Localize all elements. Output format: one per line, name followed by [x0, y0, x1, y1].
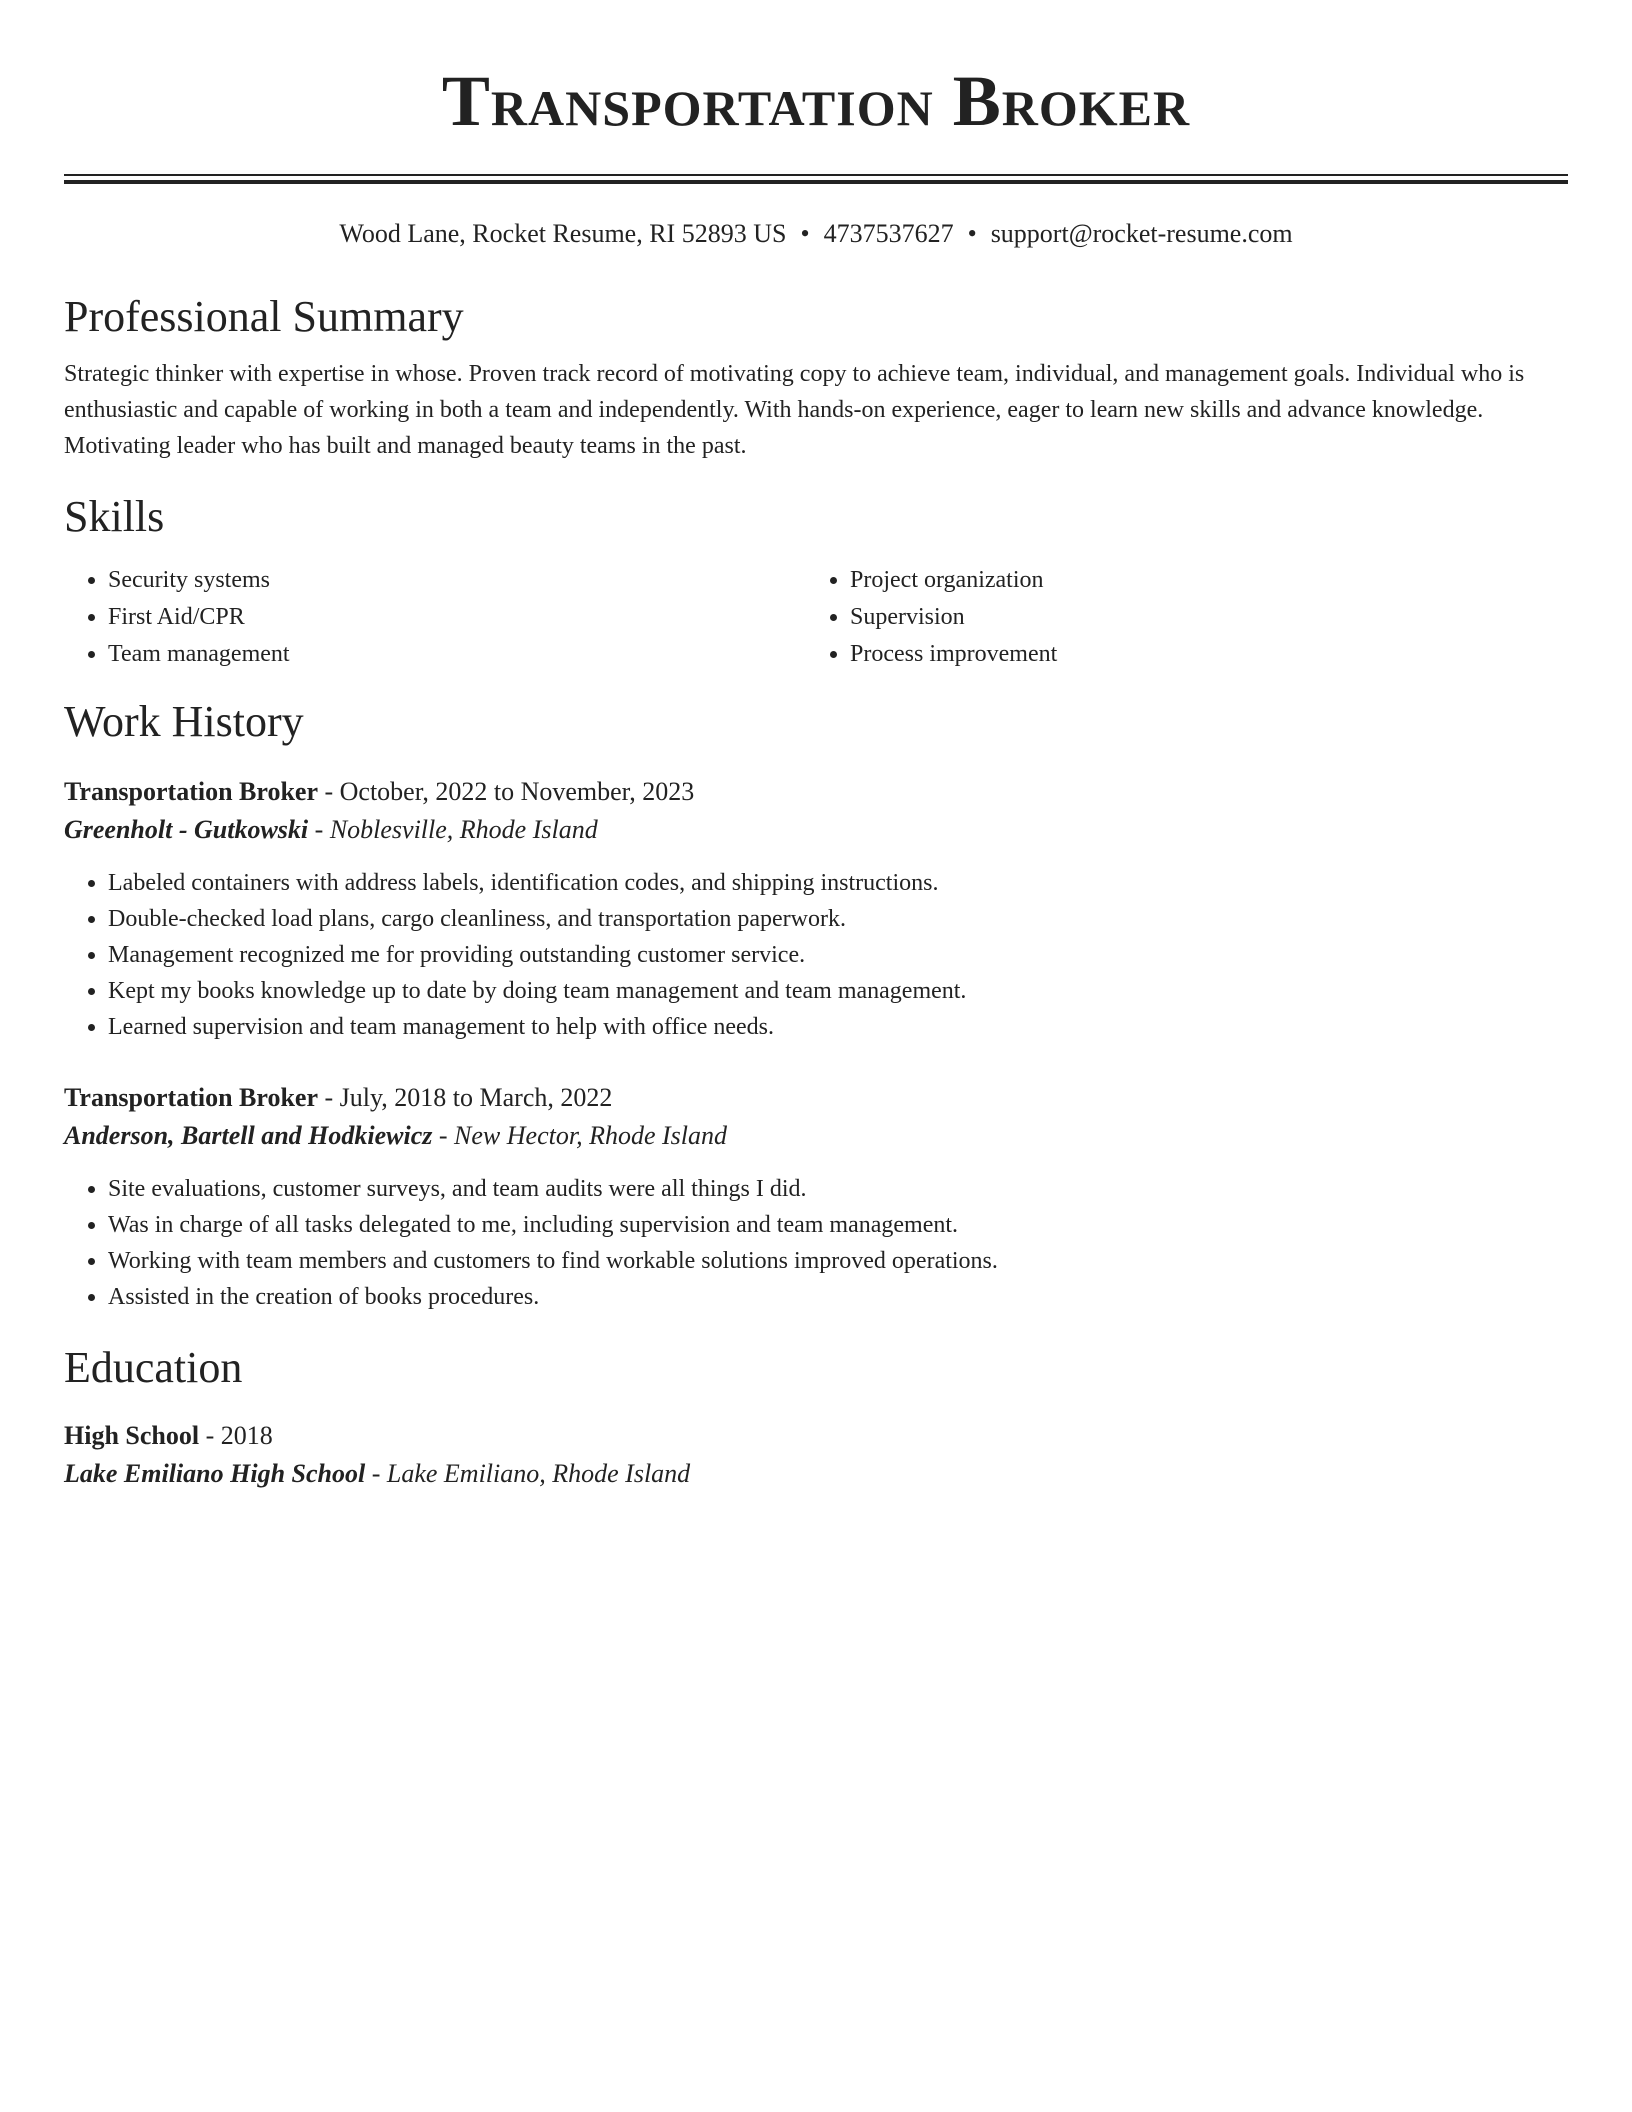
education-school-line	[64, 1455, 1568, 1493]
job-header	[64, 1079, 1568, 1117]
list-item: • Site evaluations, customer surveys, and team audits were all things I did.	[108, 1171, 1568, 1207]
job-location: - Noblesville, Rhode Island	[308, 815, 598, 844]
summary-heading: Professional Summary	[64, 292, 464, 341]
skill-item: • Security systems	[108, 562, 806, 599]
job-company: Greenholt - Gutkowski	[64, 815, 309, 844]
skill-item: • Team management	[108, 636, 806, 673]
education-degree: High School	[64, 1421, 200, 1450]
job-employer	[64, 1117, 1568, 1155]
skills-grid	[64, 562, 1568, 673]
education-school: Lake Emiliano High School	[64, 1459, 366, 1488]
skills-section	[64, 490, 1568, 673]
job-header	[64, 773, 1568, 811]
job-location: - New Hector, Rhode Island	[432, 1121, 728, 1150]
education-year: - 2018	[199, 1421, 273, 1450]
skills-list-left	[64, 562, 806, 673]
list-item: • Working with team members and customers to find workable solutions improved operations.	[108, 1243, 1568, 1279]
education-section	[64, 1341, 1568, 1493]
education-header	[64, 1417, 1568, 1455]
skills-list-right	[806, 562, 1548, 673]
skill-item: • Process improvement	[850, 636, 1548, 673]
list-item: • Assisted in the creation of books procedures.	[108, 1279, 1568, 1315]
skill-item: • First Aid/CPR	[108, 599, 806, 636]
contact-phone: 4737537627	[823, 219, 954, 248]
summary-text: Strategic thinker with expertise in whose. Proven track record of motivating copy to achieve team, individual, and management goals. Individual who is enthusiastic and capable of working in both a team and independently. With hands-on experience, eager to learn new skills and advance knowledge. Motivating leader who has built and managed beauty teams in the past.	[64, 361, 1525, 459]
list-item: • Labeled containers with address labels, identification codes, and shipping instructions.	[108, 865, 1568, 901]
work-history-section	[64, 695, 1568, 1315]
job-entry	[64, 1079, 1568, 1315]
page-title: Transportation Broker	[441, 61, 1191, 141]
job-company: Anderson, Bartell and Hodkiewicz	[64, 1121, 433, 1150]
education-location: - Lake Emiliano, Rhode Island	[365, 1459, 691, 1488]
list-item: • Was in charge of all tasks delegated to me, including supervision and team management.	[108, 1207, 1568, 1243]
contact-separator: •	[800, 219, 810, 248]
education-entry	[64, 1417, 1568, 1493]
job-dates: - October, 2022 to November, 2023	[317, 777, 695, 806]
list-item: • Kept my books knowledge up to date by doing team management and team management.	[108, 973, 1568, 1009]
contact-separator: •	[967, 219, 977, 248]
skills-heading: Skills	[64, 492, 165, 541]
contact-email: support@rocket-resume.com	[990, 219, 1293, 248]
title-divider	[64, 174, 1568, 184]
job-duties	[64, 1171, 1568, 1315]
job-title: Transportation Broker	[64, 1083, 318, 1112]
job-employer	[64, 811, 1568, 849]
list-item: • Learned supervision and team management to help with office needs.	[108, 1009, 1568, 1045]
list-item: • Management recognized me for providing outstanding customer service.	[108, 937, 1568, 973]
contact-line	[64, 218, 1568, 250]
summary-section	[64, 290, 1568, 464]
job-title: Transportation Broker	[64, 777, 318, 806]
contact-address: Wood Lane, Rocket Resume, RI 52893 US	[339, 219, 787, 248]
skill-item: • Project organization	[850, 562, 1548, 599]
list-item: • Double-checked load plans, cargo cleanliness, and transportation paperwork.	[108, 901, 1568, 937]
work-history-heading: Work History	[64, 697, 304, 746]
education-heading: Education	[64, 1343, 243, 1392]
job-duties	[64, 865, 1568, 1045]
job-dates: - July, 2018 to March, 2022	[317, 1083, 613, 1112]
job-entry	[64, 773, 1568, 1045]
skill-item: • Supervision	[850, 599, 1548, 636]
